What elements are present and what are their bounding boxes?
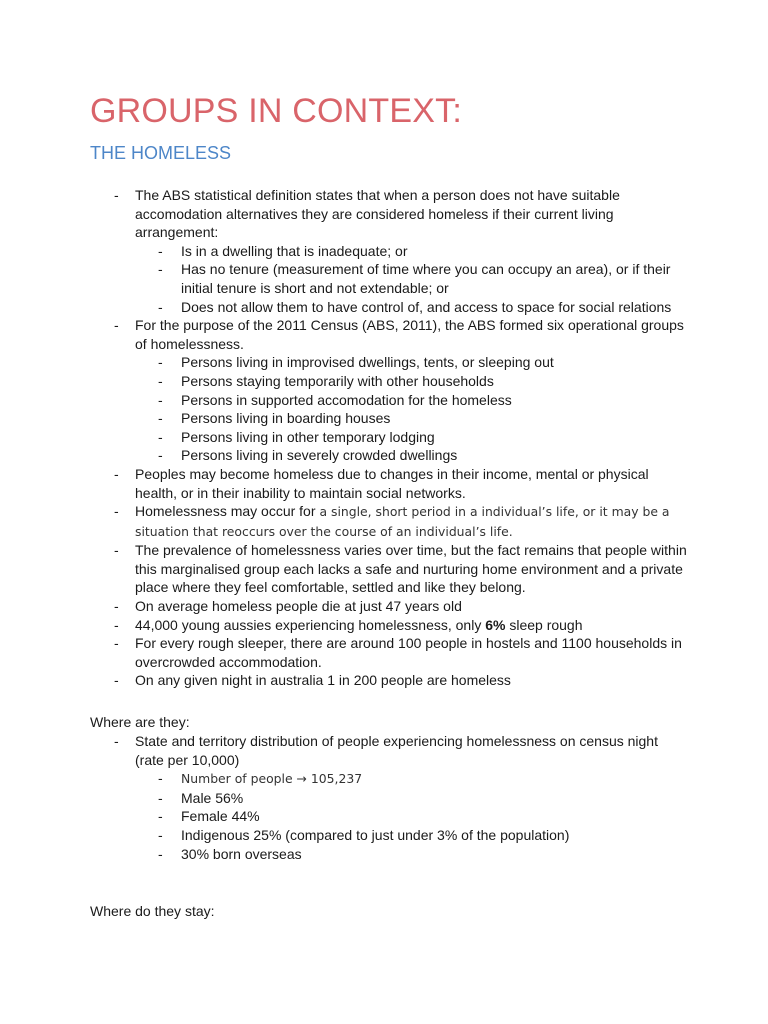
list-item-text: 44,000 young aussies experiencing homelessness, only — [135, 616, 486, 633]
bullet-dash: - — [114, 616, 119, 633]
bullet-dash: - — [158, 242, 163, 259]
sub-list-item — [135, 769, 690, 789]
bullet-dash: - — [114, 503, 119, 520]
sub-list-item-text: Number of people → 105,237 — [181, 771, 363, 787]
sub-list-item-text: 30% born overseas — [181, 845, 302, 862]
list-item-text: State and territory distribution of people experiencing homelessness on census night (rate per 10,000) — [135, 733, 658, 768]
sub-list-item — [135, 826, 690, 845]
sub-bullet-list — [135, 353, 690, 465]
bold-percentage: 6% — [485, 616, 506, 633]
list-item-text: Peoples may become homeless due to changes in their income, mental or physical health, or in their inability to maintain social networks. — [135, 465, 649, 501]
sub-list-item — [135, 789, 690, 808]
sub-list-item-text: Persons living in severely crowded dwellings — [181, 447, 458, 464]
section-2 — [90, 732, 690, 863]
bullet-list — [90, 186, 690, 690]
list-item-text: The prevalence of homelessness varies over time, but the fact remains that people within this marginalised group each lacks a safe and nurturing home environment and a private place where they feel comfortable, settled and like they belong. — [135, 542, 687, 596]
list-item — [90, 732, 690, 863]
bullet-dash: - — [114, 598, 119, 615]
bullet-dash: - — [158, 770, 163, 787]
sub-list-item-text: Has no tenure (measurement of time where you can occupy an area), or if their initial tenure is short and not extendable; or — [181, 261, 671, 296]
bullet-dash: - — [158, 789, 163, 806]
sub-list-item — [135, 409, 690, 428]
list-item-text: Homelessness may occur for — [135, 503, 316, 520]
sub-bullet-list — [135, 769, 690, 863]
sub-list-item-text: Persons living in improvised dwellings, tents, or sleeping out — [181, 354, 554, 371]
sub-list-item — [135, 298, 690, 317]
sub-list-item — [135, 372, 690, 391]
sub-list-item-text: Is in a dwelling that is inadequate; or — [181, 242, 408, 259]
bullet-dash: - — [114, 635, 119, 652]
list-item — [90, 186, 690, 316]
bullet-dash: - — [158, 447, 163, 464]
list-item-text: On any given night in australia 1 in 200 people are homeless — [135, 672, 511, 689]
bullet-dash: - — [158, 845, 163, 862]
page-title: GROUPS IN CONTEXT: — [90, 92, 462, 130]
sub-bullet-list — [135, 242, 690, 316]
list-item-text-alt-font: a single, short period in a individual’s life, or it may be a situation that reoccurs over the course of an individual’s life. — [135, 504, 670, 539]
bullet-dash: - — [158, 428, 163, 445]
list-item-text: On average homeless people die at just 47 years old — [135, 598, 462, 615]
list-item-text: For the purpose of the 2011 Census (ABS, 2011), the ABS formed six operational groups of homelessness. — [135, 317, 684, 352]
bullet-dash: - — [158, 372, 163, 389]
bullet-dash: - — [114, 317, 119, 334]
sub-list-item — [135, 242, 690, 261]
list-item — [90, 465, 690, 502]
sub-list-item — [135, 446, 690, 465]
bullet-dash: - — [114, 187, 119, 203]
section-1 — [90, 186, 690, 690]
sub-list-item-text: Female 44% — [181, 808, 260, 825]
bullet-dash: - — [114, 733, 119, 749]
sub-list-item — [135, 807, 690, 826]
sub-list-item-text: Persons in supported accomodation for the homeless — [181, 391, 512, 408]
sub-list-item — [135, 845, 690, 864]
sub-list-item-text: Indigenous 25% (compared to just under 3% of the population) — [181, 826, 570, 843]
bullet-list — [90, 732, 690, 863]
bullet-dash: - — [114, 672, 119, 689]
sub-list-item-text: Persons staying temporarily with other households — [181, 372, 494, 389]
list-item — [90, 541, 690, 597]
list-item — [90, 502, 690, 541]
sub-list-item — [135, 353, 690, 372]
sub-list-item-text: Persons living in other temporary lodging — [181, 428, 435, 445]
page-subtitle: THE HOMELESS — [90, 143, 232, 163]
section-heading-where-do-they-stay: Where do they stay: — [90, 903, 215, 919]
bullet-dash: - — [158, 410, 163, 427]
sub-list-item-text: Does not allow them to have control of, and access to space for social relations — [181, 298, 672, 315]
bullet-dash: - — [158, 826, 163, 843]
bullet-dash: - — [158, 354, 163, 371]
bullet-dash: - — [158, 391, 163, 408]
list-item — [90, 616, 690, 635]
list-item-text: For every rough sleeper, there are around 100 people in hostels and 1100 households in overcrowded accommodation. — [135, 635, 682, 670]
sub-list-item-text: Male 56% — [181, 789, 244, 806]
list-item-text: The ABS statistical definition states that when a person does not have suitable accomodation alternatives they are considered homeless if their current living arrangement: — [135, 187, 620, 241]
sub-list-item-text: Persons living in boarding houses — [181, 410, 391, 427]
list-item — [90, 316, 690, 465]
bullet-dash: - — [114, 542, 119, 559]
bullet-dash: - — [114, 465, 119, 482]
bullet-dash: - — [158, 298, 163, 315]
list-item-text: sleep rough — [505, 616, 583, 633]
list-item — [90, 634, 690, 671]
sub-list-item — [135, 428, 690, 447]
bullet-dash: - — [158, 808, 163, 825]
section-heading-where-are-they: Where are they: — [90, 714, 190, 730]
bullet-dash: - — [158, 261, 163, 278]
list-item — [90, 671, 690, 690]
sub-list-item — [135, 260, 690, 297]
list-item — [90, 597, 690, 616]
sub-list-item — [135, 391, 690, 410]
